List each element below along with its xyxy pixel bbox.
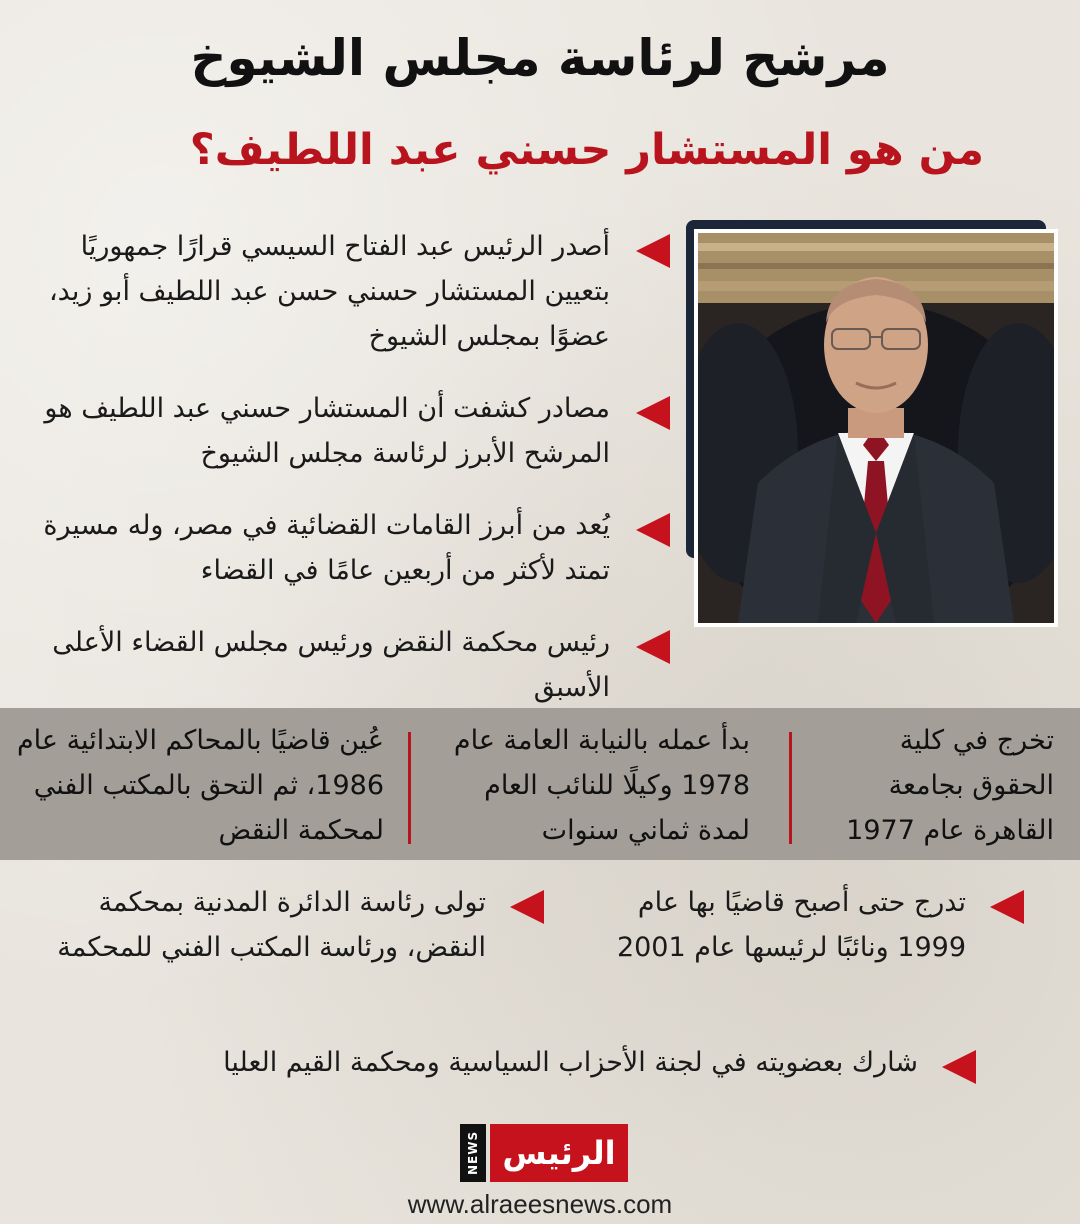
list-item-text: يُعد من أبرز القامات القضائية في مصر، وله مسيرة تمتد لأكثر من أربعين عامًا في القضاء [43, 510, 610, 586]
list-item [30, 386, 670, 476]
band-divider [408, 732, 411, 844]
portrait-frame [694, 229, 1058, 627]
red-triangle-arrow-icon [636, 513, 670, 547]
list-item [30, 503, 670, 593]
page-title: مرشح لرئاسة مجلس الشيوخ [190, 29, 890, 87]
band-item-graduation: تخرج في كلية الحقوق بجامعة القاهرة عام 1977 [846, 725, 1054, 846]
list-item-text: تولى رئاسة الدائرة المدنية بمحكمة النقض، ورئاسة المكتب الفني للمحكمة [57, 887, 486, 963]
red-triangle-arrow-icon [636, 630, 670, 664]
band-item-prosecution: بدأ عمله بالنيابة العامة عام 1978 وكيلًا للنائب العام لمدة ثماني سنوات [453, 725, 750, 846]
lower-item-civil-circuit [56, 880, 544, 970]
lower-item-deputy [576, 880, 1024, 970]
lower-item-committees [118, 1040, 976, 1085]
red-triangle-arrow-icon [942, 1050, 976, 1084]
band-divider [789, 732, 792, 844]
list-item [30, 224, 670, 359]
brand-logo [460, 1124, 628, 1182]
band-item-judge: عُين قاضيًا بالمحاكم الابتدائية عام 1986، ثم التحق بالمكتب الفني لمحكمة النقض [16, 725, 384, 846]
list-item-text: شارك بعضويته في لجنة الأحزاب السياسية ومحكمة القيم العليا [223, 1047, 918, 1078]
red-triangle-arrow-icon [510, 890, 544, 924]
red-triangle-arrow-icon [990, 890, 1024, 924]
list-item-text: أصدر الرئيس عبد الفتاح السيسي قرارًا جمهوريًا بتعيين المستشار حسني حسن عبد اللطيف أبو زيد، عضوًا بمجلس الشيوخ [48, 231, 610, 352]
page-subtitle: من هو المستشار حسني عبد اللطيف؟ [189, 125, 984, 175]
red-triangle-arrow-icon [636, 396, 670, 430]
list-item-text: رئيس محكمة النقض ورئيس مجلس القضاء الأعلى الأسبق [52, 627, 610, 703]
portrait-photo [698, 233, 1054, 623]
list-item-text: تدرج حتى أصبح قاضيًا بها عام 1999 ونائبًا لرئيسها عام 2001 [616, 887, 966, 963]
list-item [30, 620, 670, 710]
bullet-list [30, 224, 670, 737]
list-item-text: مصادر كشفت أن المستشار حسني عبد اللطيف هو المرشح الأبرز لرئاسة مجلس الشيوخ [44, 393, 610, 469]
career-band [0, 708, 1080, 860]
website-url: www.alraeesnews.com [407, 1189, 673, 1219]
red-triangle-arrow-icon [636, 234, 670, 268]
logo-name: الرئيس [490, 1124, 628, 1182]
logo-news-tag: NEWS [460, 1124, 486, 1182]
